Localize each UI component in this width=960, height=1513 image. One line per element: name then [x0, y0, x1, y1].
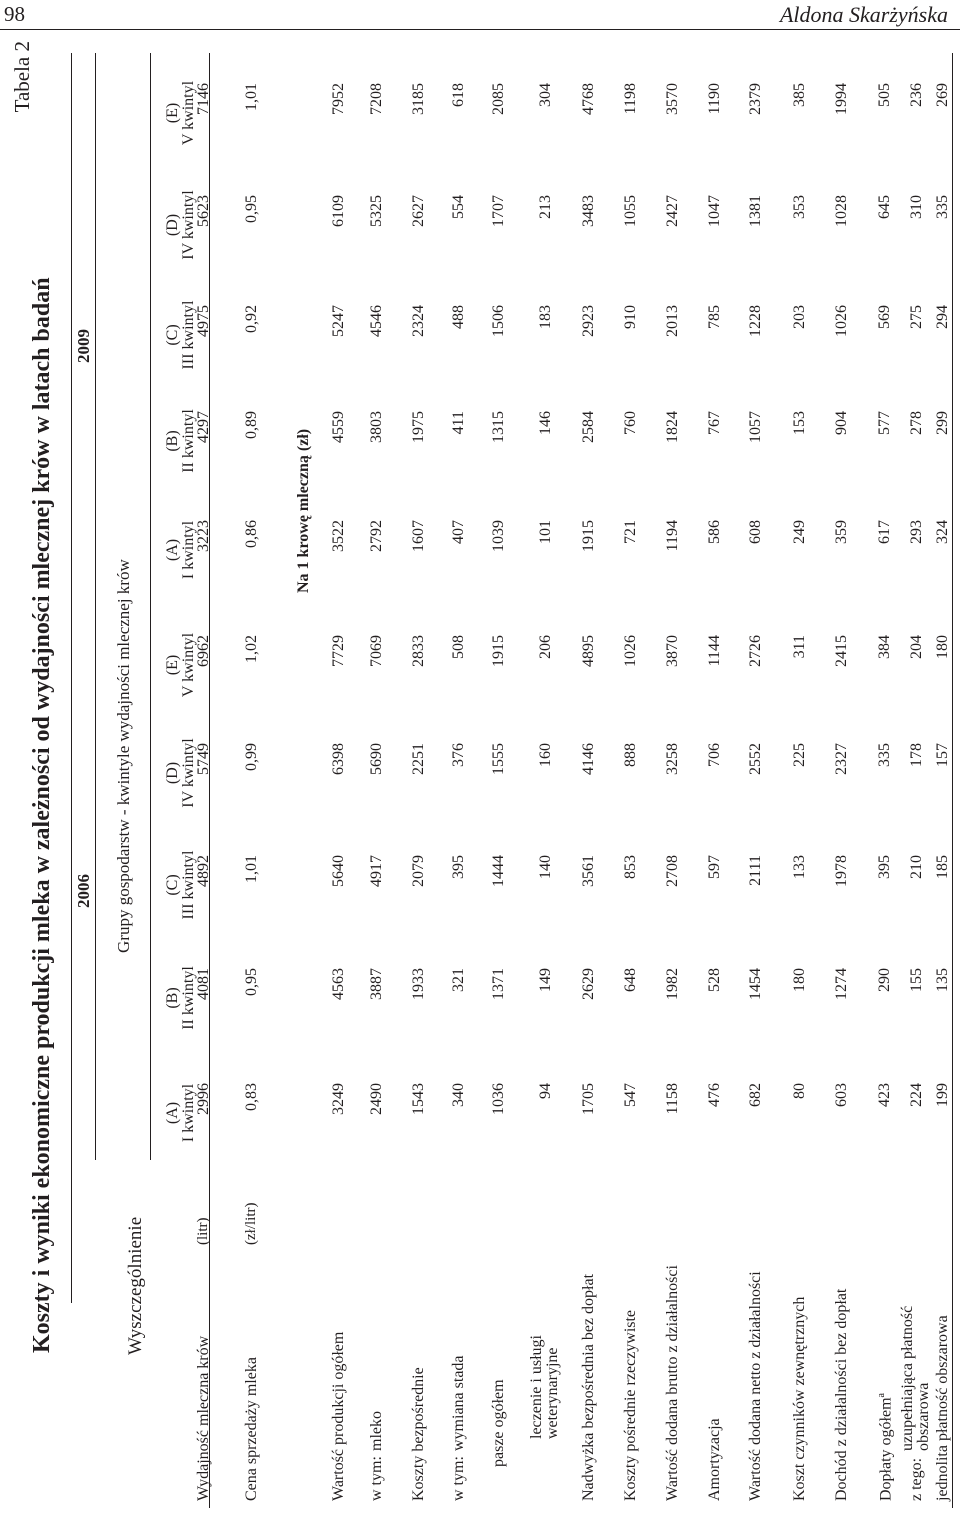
column-header-letter: (B): [164, 987, 181, 1009]
table-cell: 1057: [747, 411, 764, 443]
table-title: Koszty i wyniki ekonomiczne produkcji mleka w zależności od wydajności mlecznej krów w latach badań: [29, 277, 55, 1353]
table-cell: 1047: [706, 195, 723, 227]
column-header: [165, 504, 197, 596]
table-cell: 353: [791, 195, 808, 219]
table-cell: 146: [537, 411, 554, 435]
table-cell: 2708: [664, 855, 681, 887]
table-cell: 2079: [410, 855, 427, 887]
table-cell: 569: [876, 305, 893, 329]
table-cell: 706: [706, 743, 723, 767]
row-label-text: Dochód z działalności bez dopłat: [833, 1288, 850, 1501]
table-cell: 2726: [747, 635, 764, 667]
column-header: [165, 289, 197, 381]
footnote-marker: a: [876, 1393, 887, 1398]
table-cell: 1,01: [243, 855, 260, 883]
column-header-quintile: I kwintyl: [180, 1083, 197, 1143]
table-cell: 1994: [833, 83, 850, 115]
row-label-text: uzupełniająca płatność obszarowa: [899, 1305, 932, 1451]
table-cell: 183: [537, 305, 554, 329]
table-cell: 4895: [580, 635, 597, 667]
row-label-text: Amortyzacja: [706, 1418, 723, 1501]
row-label-text: wymiana stada: [450, 1355, 467, 1451]
table-cell: 2584: [580, 411, 597, 443]
row-prefix: z tego:: [908, 1457, 925, 1501]
table-cell: 5247: [330, 305, 347, 337]
table-cell: 1371: [490, 968, 507, 1000]
table-cell: 203: [791, 305, 808, 329]
table-cell: 1055: [622, 195, 639, 227]
table-cell: 395: [876, 855, 893, 879]
table-cell: 180: [791, 968, 808, 992]
table-cell: 904: [833, 411, 850, 435]
table-cell: 3223: [195, 520, 212, 552]
row-label-text: jednolita płatność obszarowa: [934, 1315, 951, 1501]
table-cell: 1158: [664, 1083, 681, 1115]
column-header-quintile: V kwintyl: [180, 80, 197, 146]
table-cell: 290: [876, 968, 893, 992]
table-cell: 2085: [490, 83, 507, 115]
column-header-letter: (C): [164, 874, 181, 896]
table-cell: 2923: [580, 305, 597, 337]
table-cell: 2490: [368, 1083, 385, 1115]
year-2006: 2006: [74, 874, 93, 908]
table-cell: 3870: [664, 635, 681, 667]
table-cell: 3258: [664, 743, 681, 775]
table-cell: 310: [908, 195, 925, 219]
table-cell: 269: [934, 83, 951, 107]
row-label: [451, 1121, 467, 1451]
table-cell: 721: [622, 520, 639, 544]
table-cell: 80: [791, 1083, 808, 1099]
table-cell: 476: [706, 1083, 723, 1107]
table-cell: 199: [934, 1083, 951, 1107]
table-cell: 1543: [410, 1083, 427, 1115]
row-label: [707, 1171, 723, 1501]
table-cell: 385: [791, 83, 808, 107]
table-cell: 7729: [330, 635, 347, 667]
row-label-text: pasze ogółem: [490, 1379, 507, 1467]
table-cell: 140: [537, 855, 554, 879]
table-cell: 1,02: [243, 635, 260, 663]
table-cell: 1381: [747, 195, 764, 227]
table-cell: 1506: [490, 305, 507, 337]
table-cell: 608: [747, 520, 764, 544]
table-cell: 275: [908, 305, 925, 329]
column-header-quintile: IV kwintyl: [180, 190, 197, 260]
table-cell: 4559: [330, 411, 347, 443]
table-cell: 2833: [410, 635, 427, 667]
table-cell: 2552: [747, 743, 764, 775]
column-header: [165, 1067, 197, 1159]
row-prefix: w tym:: [368, 1456, 385, 1501]
table-cell: 3185: [410, 83, 427, 115]
column-header: [165, 952, 197, 1044]
table-cell: 2792: [368, 520, 385, 552]
table-cell: 153: [791, 411, 808, 435]
table-cell: 2415: [833, 635, 850, 667]
table-cell: 7069: [368, 635, 385, 667]
table-cell: 1933: [410, 968, 427, 1000]
table-cell: 2324: [410, 305, 427, 337]
table-cell: 1026: [622, 635, 639, 667]
table-cell: 0,95: [243, 195, 260, 223]
table-cell: 407: [450, 520, 467, 544]
table-cell: 2627: [410, 195, 427, 227]
column-header-letter: (E): [164, 654, 181, 676]
table-cell: 3803: [368, 411, 385, 443]
table-cell: 505: [876, 83, 893, 107]
table-cell: 547: [622, 1083, 639, 1107]
table-cell: 149: [537, 968, 554, 992]
table-cell: 4546: [368, 305, 385, 337]
row-unit: (litr): [195, 1217, 211, 1245]
table-cell: 1707: [490, 195, 507, 227]
table-cell: 597: [706, 855, 723, 879]
table-cell: 4146: [580, 743, 597, 775]
column-header-quintile: I kwintyl: [180, 520, 197, 580]
table-cell: 160: [537, 743, 554, 767]
table-cell: 785: [706, 305, 723, 329]
table-cell: 423: [876, 1083, 893, 1107]
table-top-rule: [71, 53, 72, 1303]
table-cell: 0,83: [243, 1083, 260, 1111]
table-cell: 2327: [833, 743, 850, 775]
column-header: [165, 395, 197, 487]
table-cell: 1444: [490, 855, 507, 887]
table-cell: 1975: [410, 411, 427, 443]
table-cell: 1982: [664, 968, 681, 1000]
table-cell: 1705: [580, 1083, 597, 1115]
row-label-text: mleko: [368, 1411, 385, 1451]
table-cell: 760: [622, 411, 639, 435]
table-cell: 135: [934, 968, 951, 992]
table-cell: 528: [706, 968, 723, 992]
column-header: [165, 619, 197, 711]
table-cell: 2427: [664, 195, 681, 227]
row-label: [935, 1171, 951, 1501]
table-cell: 645: [876, 195, 893, 219]
table-cell: 1026: [833, 305, 850, 337]
table-cell: 1607: [410, 520, 427, 552]
row-label-text: Koszt czynników zewnętrznych: [791, 1296, 808, 1501]
row-label: [581, 1171, 597, 1501]
spec-header: Wyszczególnienie: [125, 1216, 146, 1355]
table-cell: 206: [537, 635, 554, 659]
table-cell: 1824: [664, 411, 681, 443]
table-cell: 324: [934, 520, 951, 544]
table-cell: 5690: [368, 743, 385, 775]
table-cell: 3561: [580, 855, 597, 887]
table-cell: 1915: [580, 520, 597, 552]
column-header-quintile: III kwintyl: [180, 300, 197, 370]
table-cell: 224: [908, 1083, 925, 1107]
row-unit: (zł/litr): [243, 1202, 259, 1245]
column-header-letter: (C): [164, 324, 181, 346]
table-cell: 225: [791, 743, 808, 767]
table-cell: 1039: [490, 520, 507, 552]
table-cell: 395: [450, 855, 467, 879]
table-cell: 376: [450, 743, 467, 767]
column-header-letter: (A): [164, 538, 181, 562]
row-label: [834, 1171, 850, 1501]
column-header-quintile: II kwintyl: [180, 409, 197, 473]
table-cell: 2251: [410, 743, 427, 775]
table-cell: 3249: [330, 1083, 347, 1115]
table-cell: 157: [934, 743, 951, 767]
table-cell: 204: [908, 635, 925, 659]
table-cell: 2996: [195, 1083, 212, 1115]
row-label: [665, 1171, 681, 1501]
table-cell: 586: [706, 520, 723, 544]
table-cell: 618: [450, 83, 467, 107]
table-cell: 293: [908, 520, 925, 544]
table-cell: 1315: [490, 411, 507, 443]
table-cell: 1978: [833, 855, 850, 887]
page-header: [0, 0, 960, 30]
table-cell: 617: [876, 520, 893, 544]
table-cell: 4563: [330, 968, 347, 1000]
table-cell: 888: [622, 743, 639, 767]
table-cell: 0,99: [243, 743, 260, 771]
row-label-text: Wartość produkcji ogółem: [330, 1331, 347, 1501]
row-label: [748, 1171, 764, 1501]
table-cell: 910: [622, 305, 639, 329]
column-header-quintile: II kwintyl: [180, 966, 197, 1030]
table-cell: 411: [450, 411, 467, 435]
column-header: [165, 839, 197, 931]
row-label-text: Nadwyżka bezpośrednia bez dopłat: [580, 1273, 597, 1501]
table-cell: 5623: [195, 195, 212, 227]
column-header-letter: (A): [164, 1101, 181, 1125]
table-bottom-rule: [952, 53, 953, 1508]
row-label-text: Koszty pośrednie rzeczywiste: [622, 1309, 639, 1501]
groups-header: Grupy gospodarstw - kwintyle wydajności mlecznej krów: [114, 559, 133, 953]
column-header-letter: (E): [164, 102, 181, 124]
subsection-heading: Na 1 krowę mleczną (zł): [295, 428, 312, 593]
row-label: [491, 1137, 507, 1467]
row-label: [792, 1171, 808, 1501]
table-cell: 5325: [368, 195, 385, 227]
page-number: 98: [4, 2, 25, 26]
column-header: [165, 727, 197, 819]
table-cell: 554: [450, 195, 467, 219]
table-cell: 7208: [368, 83, 385, 115]
table-cell: 1,01: [243, 83, 260, 111]
table-cell: 278: [908, 411, 925, 435]
table-cell: 249: [791, 520, 808, 544]
table-cell: 1144: [706, 635, 723, 667]
table-cell: 7952: [330, 83, 347, 115]
column-header-letter: (B): [164, 430, 181, 452]
table-cell: 6109: [330, 195, 347, 227]
table-cell: 1274: [833, 968, 850, 1000]
table-cell: 101: [537, 520, 554, 544]
table-cell: 0,86: [243, 520, 260, 548]
table-cell: 0,89: [243, 411, 260, 439]
table-cell: 178: [908, 743, 925, 767]
table-cell: 767: [706, 411, 723, 435]
table-cell: 340: [450, 1083, 467, 1107]
table-cell: 213: [537, 195, 554, 219]
table-cell: 5749: [195, 743, 212, 775]
table-cell: 294: [934, 305, 951, 329]
table-cell: 853: [622, 855, 639, 879]
table-cell: 1454: [747, 968, 764, 1000]
column-header-letter: (D): [164, 213, 181, 237]
table-cell: 155: [908, 968, 925, 992]
table-cell: 4975: [195, 305, 212, 337]
column-header-quintile: V kwintyl: [180, 632, 197, 698]
table-cell: 304: [537, 83, 554, 107]
table-cell: 3887: [368, 968, 385, 1000]
table-cell: 335: [876, 743, 893, 767]
table-cell: 7146: [195, 83, 212, 115]
table-cell: 2629: [580, 968, 597, 1000]
table-cell: 1555: [490, 743, 507, 775]
table-cell: 4768: [580, 83, 597, 115]
table-cell: 1228: [747, 305, 764, 337]
table-cell: 6962: [195, 635, 212, 667]
row-label: [411, 1171, 427, 1501]
table-cell: 1194: [664, 520, 681, 552]
row-label-text: Dopłaty ogółem: [877, 1397, 895, 1501]
row-label: [900, 1281, 932, 1451]
row-label: [529, 1269, 561, 1439]
row-prefix: w tym:: [450, 1456, 467, 1501]
table-cell: 2013: [664, 305, 681, 337]
table-cell: 1198: [622, 83, 639, 115]
table-cell: 508: [450, 635, 467, 659]
table-cell: 359: [833, 520, 850, 544]
table-cell: 5640: [330, 855, 347, 887]
column-header-letter: (D): [164, 761, 181, 785]
row-label-text: Wydajność mleczna krów: [195, 1335, 212, 1501]
table-cell: 0,95: [243, 968, 260, 996]
table-cell: 133: [791, 855, 808, 879]
rotated-table-page: [0, 33, 960, 1513]
table-cell: 4917: [368, 855, 385, 887]
year-rule: [95, 53, 96, 1160]
table-cell: 1915: [490, 635, 507, 667]
table-cell: 1036: [490, 1083, 507, 1115]
table-cell: 299: [934, 411, 951, 435]
column-header: [165, 67, 197, 159]
table-cell: 4297: [195, 411, 212, 443]
groups-rule: [150, 53, 151, 1160]
column-header: [165, 179, 197, 271]
table-cell: 2111: [747, 855, 764, 886]
table-cell: 4081: [195, 968, 212, 1000]
table-cell: 236: [908, 83, 925, 107]
table-cell: 185: [934, 855, 951, 879]
header-rule: [0, 29, 960, 30]
table-cell: 603: [833, 1083, 850, 1107]
table-cell: 311: [791, 635, 808, 659]
table-cell: 1190: [706, 83, 723, 115]
table-cell: 384: [876, 635, 893, 659]
table-cell: 0,92: [243, 305, 260, 333]
table-cell: 3522: [330, 520, 347, 552]
row-label-text: Koszty bezpośrednie: [410, 1367, 427, 1501]
row-label: [623, 1171, 639, 1501]
table-cell: 94: [537, 1083, 554, 1099]
table-cell: 648: [622, 968, 639, 992]
table-cell: 1028: [833, 195, 850, 227]
table-cell: 488: [450, 305, 467, 329]
table-label: Tabela 2: [10, 41, 34, 113]
column-header-quintile: IV kwintyl: [180, 738, 197, 808]
column-header-quintile: III kwintyl: [180, 850, 197, 920]
table-cell: 3570: [664, 83, 681, 115]
row-label-text: Wartość dodana brutto z działalności: [664, 1265, 681, 1501]
table-cell: 3483: [580, 195, 597, 227]
table-cell: 180: [934, 635, 951, 659]
table-cell: 335: [934, 195, 951, 219]
table-cell: 210: [908, 855, 925, 879]
running-author: Aldona Skarżyńska: [779, 2, 948, 27]
row-label: [877, 1171, 894, 1501]
table-cell: 577: [876, 411, 893, 435]
year-2009: 2009: [74, 329, 93, 363]
row-label: [369, 1121, 385, 1451]
row-label-text: Wartość dodana netto z działalności: [747, 1271, 764, 1501]
row-label-text: leczenie i usługi weterynaryjne: [528, 1335, 561, 1439]
table-cell: 2379: [747, 83, 764, 115]
table-cell: 682: [747, 1083, 764, 1107]
row-label-text: Cena sprzedaży mleka: [243, 1357, 260, 1501]
row-label: [331, 1171, 347, 1501]
table-cell: 4892: [195, 855, 212, 887]
table-cell: 321: [450, 968, 467, 992]
table-cell: 6398: [330, 743, 347, 775]
